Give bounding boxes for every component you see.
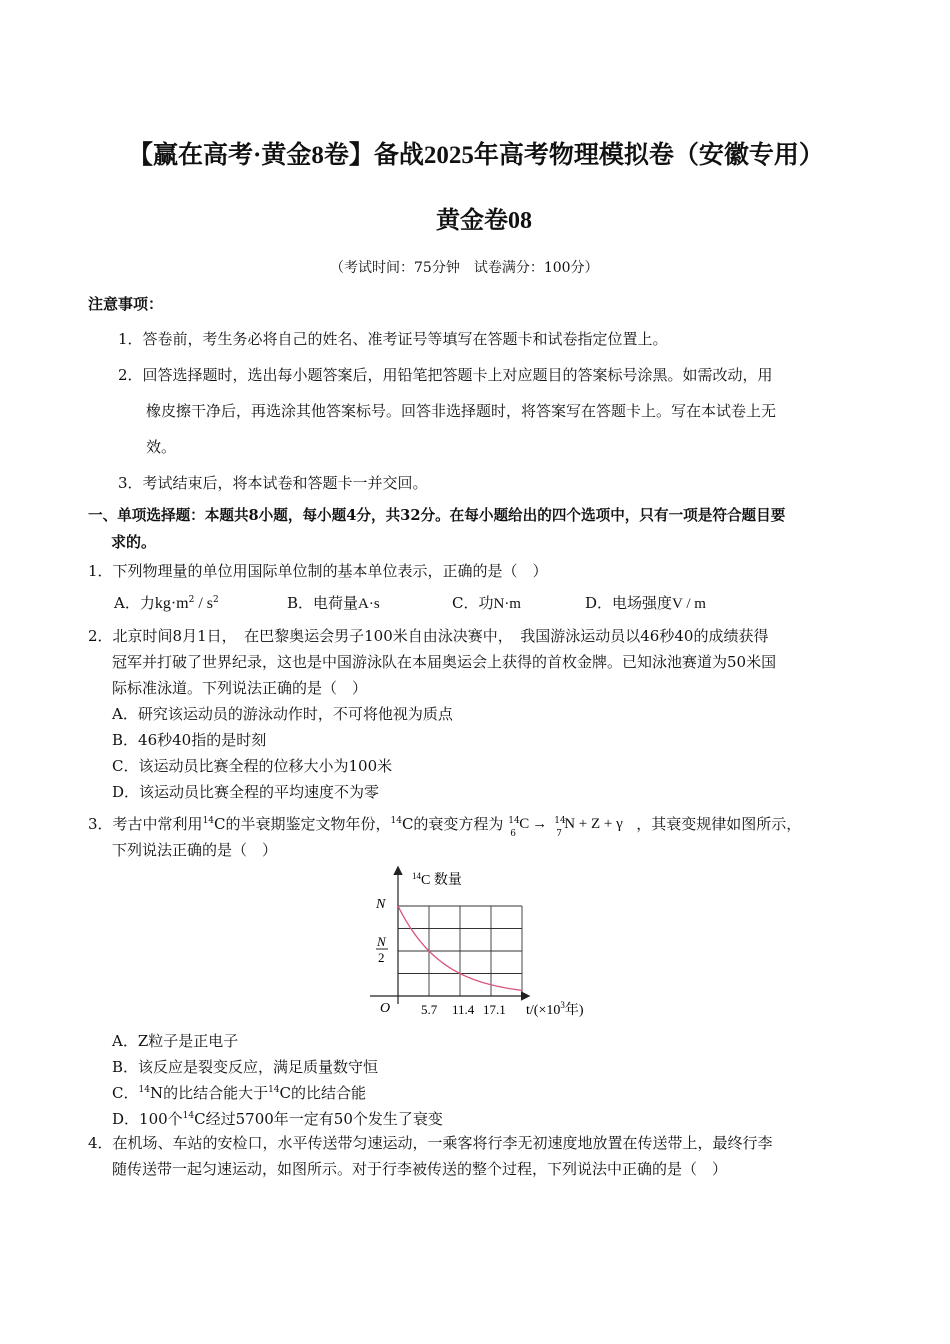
decay-chart <box>360 864 620 1024</box>
chart-grid <box>398 906 522 996</box>
question-3: 3．考古中常利用$^{14}$C的半衰期鉴定文物年份，$^{14}$C的衰变方程为 14 6 C → 14 7 N + Z + γ ，其衰变规律如图所示， <box>88 815 802 839</box>
q1-option-b: B．电荷量A·s <box>287 594 380 612</box>
question-2 <box>88 627 768 645</box>
decay-equation: 14 6 C → 14 7 N + Z + γ <box>508 816 623 839</box>
q3-line2: 下列说法正确的是（ ） <box>112 841 278 859</box>
section-heading: 一、单项选择题：本题共8小题，每小题4分，共32分。在每小题给出的四个选项中，只有一项是符合题目要 <box>88 507 786 524</box>
q1-option-a: A．力$kg\cdot m^2 / s^2$ <box>114 594 219 612</box>
question-number: 3． <box>88 815 113 833</box>
q2-line2: 冠军并打破了世界纪录，这也是中国游泳队在本届奥运会上获得的首枚金牌。已知泳池赛道为50米国 <box>112 653 777 671</box>
question-number: 1． <box>88 562 113 580</box>
y-tick-N: N <box>376 897 386 912</box>
paper-title: 【赢在高考·黄金8卷】备战2025年高考物理模拟卷（安徽专用） <box>128 142 824 169</box>
x-tick-label: 5.7 <box>421 1002 438 1017</box>
notice-item-2 <box>118 366 773 384</box>
q4-line2: 随传送带一起匀速运动，如图所示。对于行李被传送的整个过程，下列说法中正确的是（ ） <box>112 1160 728 1178</box>
notice-item-3 <box>118 474 428 492</box>
notice-item-text: 考试结束后，将本试卷和答题卡一并交回。 <box>142 474 428 492</box>
notice-item-1 <box>118 330 668 348</box>
question-stem: 下列物理量的单位用国际单位制的基本单位表示，正确的是（ ） <box>112 562 548 580</box>
chart-title: $^{14}$C 数量 <box>412 871 462 888</box>
question-stem: 北京时间8月1日， 在巴黎奥运会男子100米自由泳决赛中， 我国游泳运动员以46秒40的成绩获得 <box>112 627 769 645</box>
x-tick-label: 11.4 <box>452 1002 475 1017</box>
question-number: 2． <box>88 627 113 645</box>
q3-option-c: C．$^{14}$N的比结合能大于$^{14}$C的比结合能 <box>112 1084 367 1102</box>
q3-option-d: D．100个$^{14}$C经过5700年一定有50个发生了衰变 <box>112 1110 443 1128</box>
q2-option-b: B．46秒40指的是时刻 <box>112 731 267 749</box>
notice-item-number: 1． <box>118 330 143 348</box>
question-1 <box>88 562 548 580</box>
exam-info: （考试时间：75分钟 试卷满分：100分） <box>330 260 599 276</box>
x-axis-label: $t/(\times 10^3$年) <box>526 1000 584 1018</box>
origin-label: O <box>380 1001 391 1016</box>
question-4 <box>88 1134 773 1152</box>
y-tick-half-den: 2 <box>378 950 385 965</box>
q1-option-d: D．电场强度V / m <box>585 594 706 612</box>
question-number: 4． <box>88 1134 113 1152</box>
q2-option-d: D．该运动员比赛全程的平均速度不为零 <box>112 783 380 801</box>
q1-option-c: C．功N·m <box>452 594 521 612</box>
q2-line3: 际标准泳道。下列说法正确的是（ ） <box>112 679 368 697</box>
question-stem: 在机场、车站的安检口，水平传送带匀速运动，一乘客将行李无初速度地放置在传送带上，最终行李 <box>112 1134 773 1152</box>
notice-item-2-line2: 橡皮擦干净后，再选涂其他答案标号。回答非选择题时，将答案写在答题卡上。写在本试卷上无 <box>146 402 777 420</box>
x-tick-label: 17.1 <box>483 1002 506 1017</box>
notice-item-number: 3． <box>118 474 143 492</box>
section-heading-line2: 求的。 <box>111 533 157 551</box>
paper-subtitle: 黄金卷08 <box>436 208 532 234</box>
notice-item-text: 回答选择题时，选出每小题答案后，用铅笔把答题卡上对应题目的答案标号涂黑。如需改动，用 <box>142 366 773 384</box>
q2-option-c: C．该运动员比赛全程的位移大小为100米 <box>112 757 393 775</box>
q3-option-b: B．该反应是裂变反应，满足质量数守恒 <box>112 1058 379 1076</box>
q2-option-a: A．研究该运动员的游泳动作时，不可将他视为质点 <box>112 705 453 723</box>
notice-item-text: 答卷前，考生务必将自己的姓名、准考证号等填写在答题卡和试卷指定位置上。 <box>142 330 668 348</box>
y-tick-half-num: N <box>377 934 386 949</box>
notice-heading: 注意事项： <box>88 295 164 313</box>
notice-item-number: 2． <box>118 366 143 384</box>
notice-item-2-line3: 效。 <box>146 438 177 456</box>
q3-option-a: A．Z粒子是正电子 <box>112 1032 239 1050</box>
